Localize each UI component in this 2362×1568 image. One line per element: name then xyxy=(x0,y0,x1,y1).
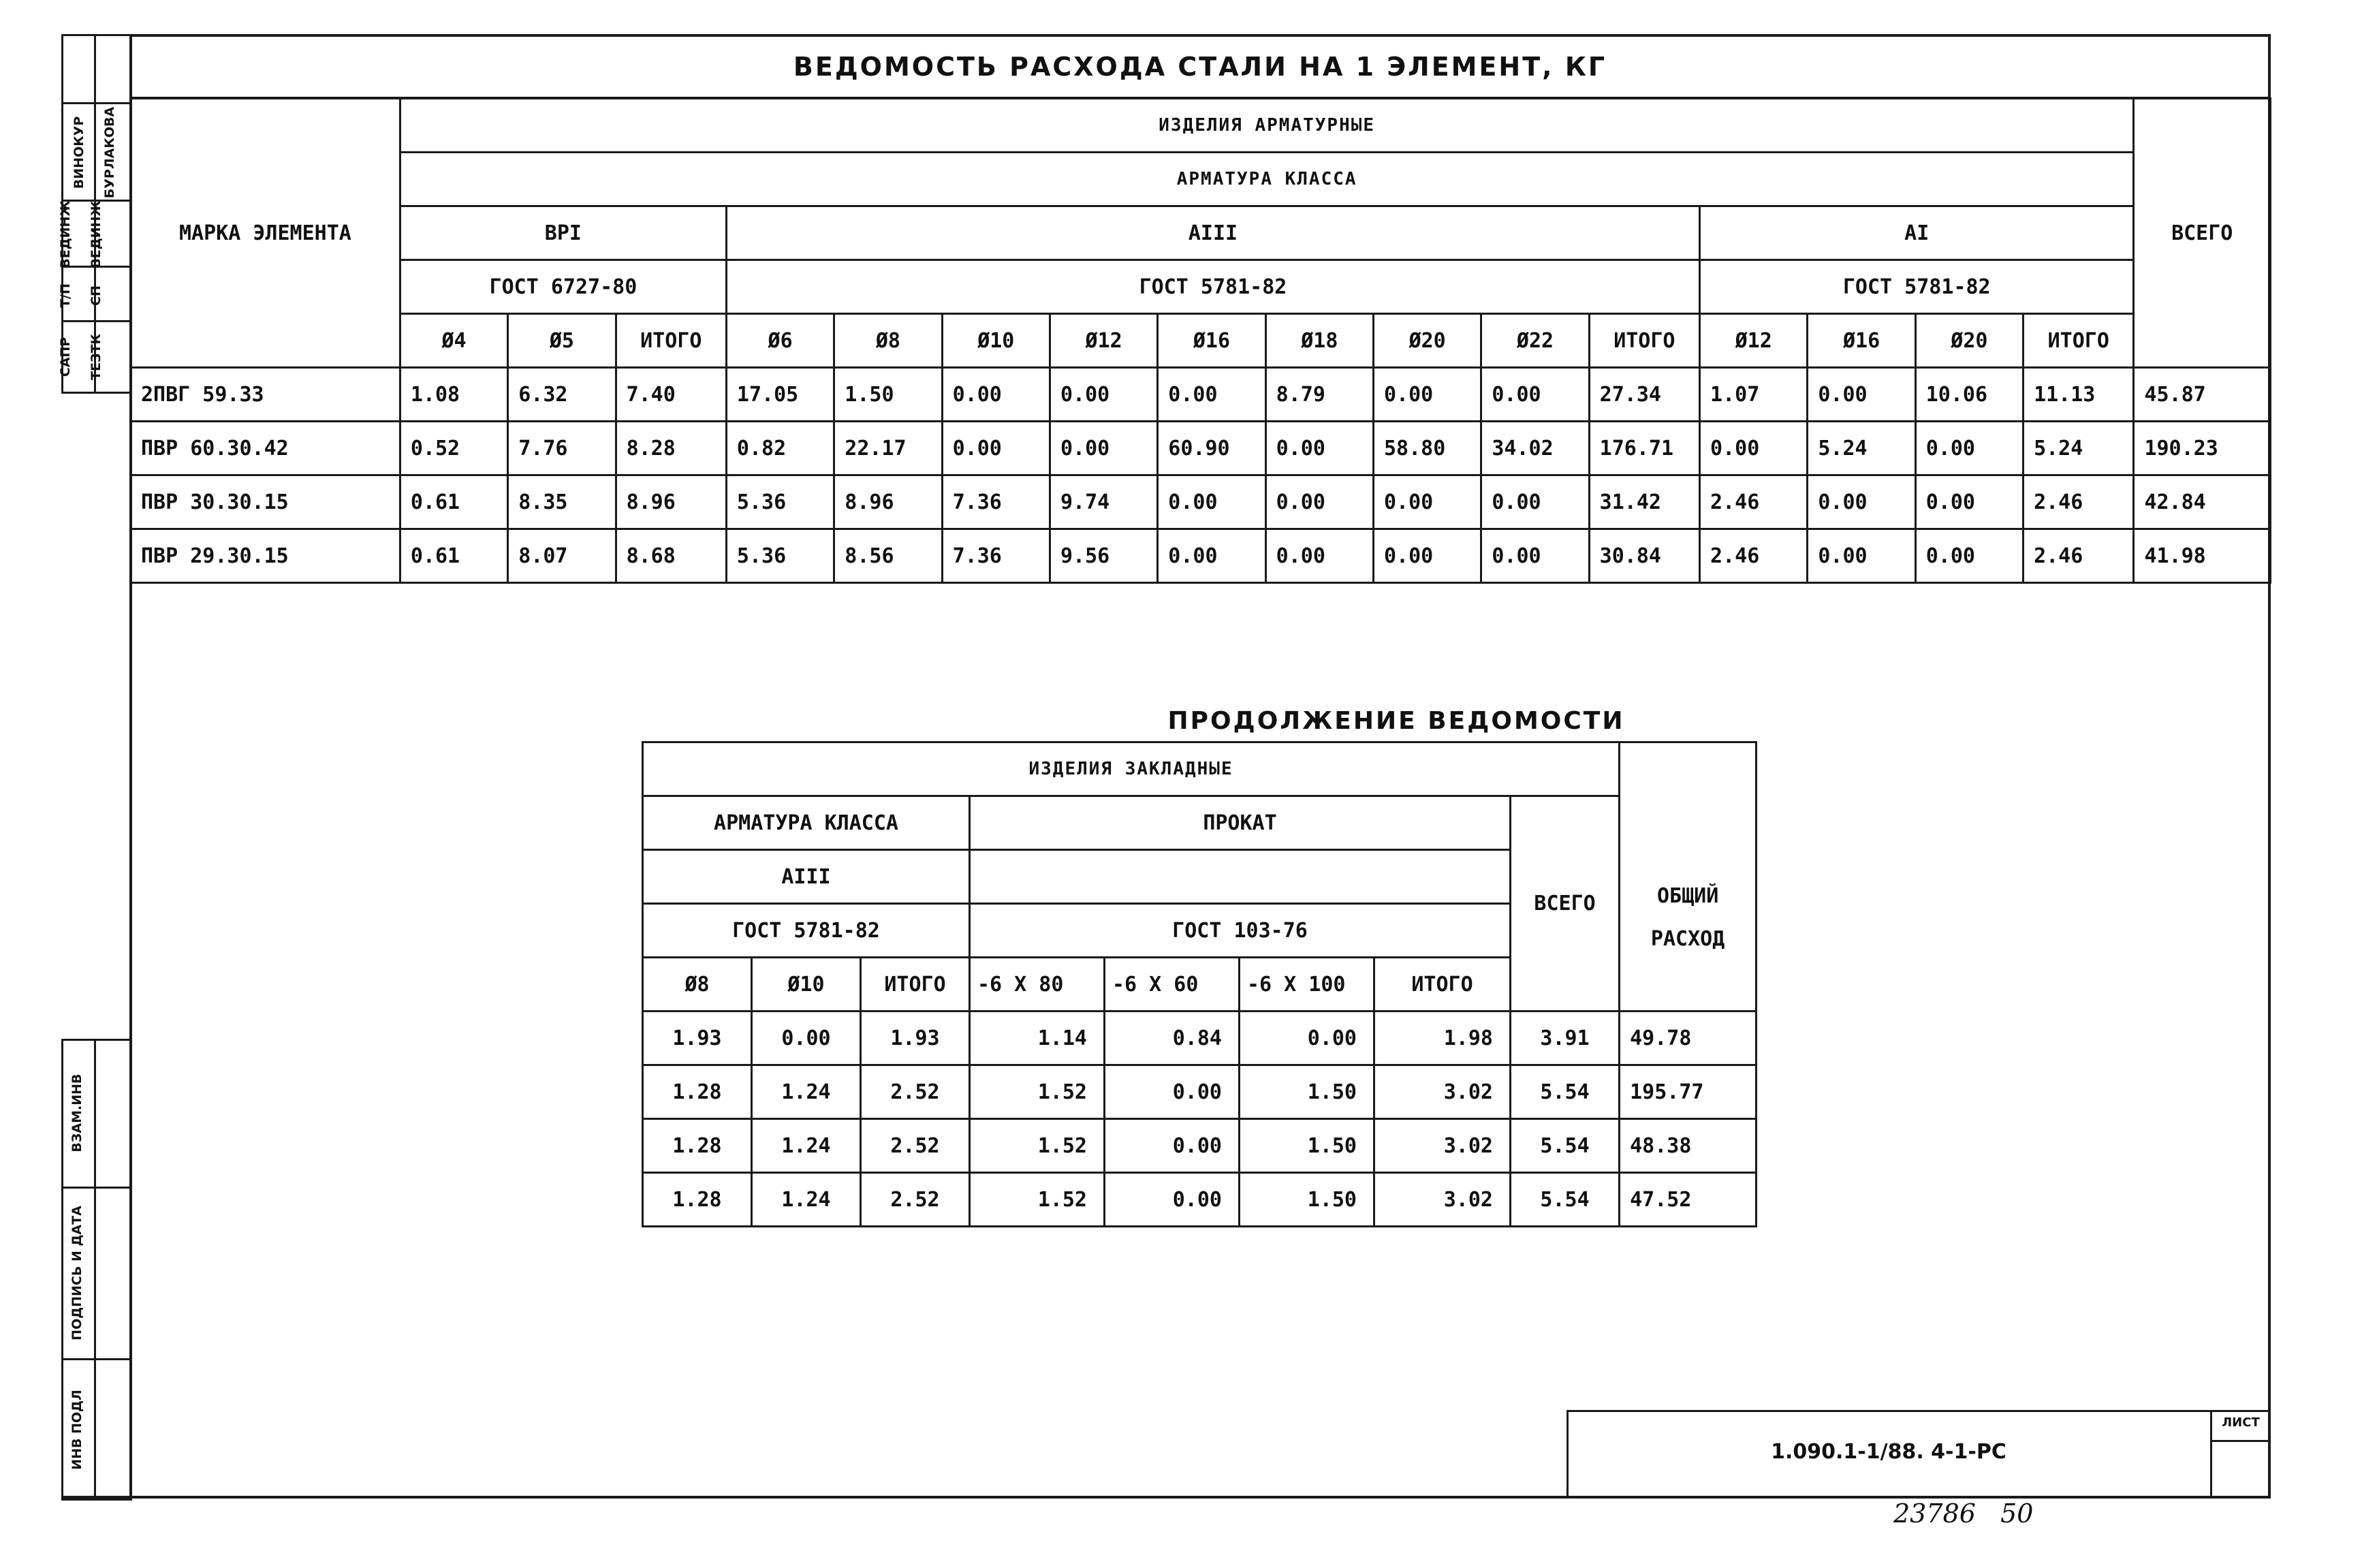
main-title: ВЕДОМОСТЬ РАСХОДА СТАЛИ НА 1 ЭЛЕМЕНТ, КГ xyxy=(793,52,1607,82)
table-cell: 1.08 xyxy=(400,368,507,422)
table-cell: 6.32 xyxy=(508,368,616,422)
col-header: Ø8 xyxy=(834,314,942,368)
table-cell: 10.06 xyxy=(1915,368,2023,422)
table-cell: 5.36 xyxy=(726,529,834,583)
table-cell: 48.38 xyxy=(1620,1119,1757,1173)
table1-body xyxy=(131,368,2271,583)
table-cell: 7.36 xyxy=(942,475,1050,529)
table-cell: 190.23 xyxy=(2134,422,2271,475)
table-cell: 17.05 xyxy=(726,368,834,422)
table-cell: 8.07 xyxy=(508,529,616,583)
header-class-a3: АIII xyxy=(726,206,1699,260)
table-cell: 9.56 xyxy=(1050,529,1157,583)
row-mark: 2ПВГ 59.33 xyxy=(131,368,400,422)
col-header: ИТОГО xyxy=(1374,958,1511,1012)
table-cell: 0.84 xyxy=(1105,1012,1240,1065)
table-cell: 0.00 xyxy=(1373,368,1481,422)
table-cell: 1.24 xyxy=(752,1065,861,1119)
table-cell: 0.00 xyxy=(1700,422,1808,475)
table-cell: 7.40 xyxy=(616,368,726,422)
col-header: Ø12 xyxy=(1050,314,1157,368)
col-header: Ø12 xyxy=(1700,314,1808,368)
table-row xyxy=(131,368,2271,422)
col-header: Ø5 xyxy=(508,314,616,368)
header-rolled-empty xyxy=(970,850,1511,904)
table-cell: 1.50 xyxy=(1240,1119,1374,1173)
table-cell: 0.00 xyxy=(1481,529,1589,583)
side-stamp-row-line xyxy=(61,1358,129,1360)
table-cell: 1.50 xyxy=(1240,1065,1374,1119)
header-gost-a3: ГОСТ 5781-82 xyxy=(726,260,1699,314)
table-cell: 0.00 xyxy=(1265,529,1373,583)
table-cell: 5.54 xyxy=(1511,1119,1620,1173)
stamp-label-sapr: САПР xyxy=(58,336,73,377)
header-class-vr1: ВРI xyxy=(400,206,726,260)
col-header: Ø18 xyxy=(1265,314,1373,368)
table-cell: 1.24 xyxy=(752,1173,861,1227)
header-total-t2: ВСЕГО xyxy=(1511,796,1620,1012)
table-cell: 5.54 xyxy=(1511,1065,1620,1119)
header-rolled-gost: ГОСТ 103-76 xyxy=(970,904,1511,958)
table-cell: 11.13 xyxy=(2024,368,2134,422)
header-general-consumption xyxy=(1620,742,1757,1012)
table-cell: 1.98 xyxy=(1374,1012,1511,1065)
col-header: -6 Х 80 xyxy=(970,958,1105,1012)
table-cell: 195.77 xyxy=(1620,1065,1757,1119)
table-cell: 0.00 xyxy=(1915,475,2023,529)
table-cell: 3.02 xyxy=(1374,1173,1511,1227)
table-cell: 8.79 xyxy=(1265,368,1373,422)
col-header: ИТОГО xyxy=(616,314,726,368)
table-row xyxy=(131,475,2271,529)
side-stamp-row-line xyxy=(61,102,129,104)
table-cell: 49.78 xyxy=(1620,1012,1757,1065)
table-cell: 1.50 xyxy=(1240,1173,1374,1227)
table-cell: 0.00 xyxy=(1105,1119,1240,1173)
table-cell: 0.00 xyxy=(1808,475,1915,529)
document-code: 1.090.1-1/88. 4-1-РС xyxy=(1771,1440,2006,1464)
header-group-armatur: ИЗДЕЛИЯ АРМАТУРНЫЕ xyxy=(400,99,2134,153)
table-cell: 0.00 xyxy=(1915,529,2023,583)
table-cell: 8.68 xyxy=(616,529,726,583)
table-cell: 1.52 xyxy=(970,1119,1105,1173)
header-gost-a1: ГОСТ 5781-82 xyxy=(1700,260,2134,314)
table-cell: 2.52 xyxy=(861,1119,970,1173)
row-mark: ПВР 29.30.15 xyxy=(131,529,400,583)
table-cell: 2.46 xyxy=(1700,529,1808,583)
table-cell: 0.00 xyxy=(1265,422,1373,475)
table-cell: 27.34 xyxy=(1589,368,1699,422)
table-cell: 3.91 xyxy=(1511,1012,1620,1065)
table-row xyxy=(131,529,2271,583)
table-cell: 0.00 xyxy=(1481,475,1589,529)
header-class-t2: АРМАТУРА КЛАССА xyxy=(643,796,970,850)
header-general-line1: ОБЩИЙ xyxy=(1656,884,1719,908)
table-cell: 60.90 xyxy=(1158,422,1265,475)
table-cell: 0.00 xyxy=(1373,529,1481,583)
header-group-embedded: ИЗДЕЛИЯ ЗАКЛАДНЫЕ xyxy=(643,742,1620,796)
table-cell: 41.98 xyxy=(2134,529,2271,583)
col-header: Ø10 xyxy=(942,314,1050,368)
table-cell: 1.28 xyxy=(643,1119,752,1173)
stamp-label-podpis-data: ПОДПИСЬ И ДАТА xyxy=(69,1206,84,1340)
title-block-sheet-divider xyxy=(2210,1410,2212,1496)
table-cell: 7.76 xyxy=(508,422,616,475)
table-row xyxy=(643,1119,1757,1173)
table-cell: 3.02 xyxy=(1374,1065,1511,1119)
col-header: Ø6 xyxy=(726,314,834,368)
stamp-label-vzam-inv: ВЗАМ.ИНВ xyxy=(69,1073,84,1153)
table-cell: 45.87 xyxy=(2134,368,2271,422)
table-cell: 0.82 xyxy=(726,422,834,475)
stamp-label-tp: Т/П xyxy=(58,283,73,308)
table-cell: 0.00 xyxy=(1158,529,1265,583)
header-mark-element: МАРКА ЭЛЕМЕНТА xyxy=(131,99,400,368)
row-mark: ПВР 30.30.15 xyxy=(131,475,400,529)
col-header: Ø22 xyxy=(1481,314,1589,368)
table-row xyxy=(131,422,2271,475)
col-header: ИТОГО xyxy=(2024,314,2134,368)
stamp-label-vedinzh-2: ВЕДИНЖ xyxy=(89,200,104,268)
table-cell: 0.00 xyxy=(1105,1065,1240,1119)
table-cell: 58.80 xyxy=(1373,422,1481,475)
table-cell: 0.00 xyxy=(1050,422,1157,475)
table-cell: 1.93 xyxy=(643,1012,752,1065)
col-header: Ø8 xyxy=(643,958,752,1012)
col-header: ИТОГО xyxy=(861,958,970,1012)
table-cell: 2.46 xyxy=(1700,475,1808,529)
header-class: АРМАТУРА КЛАССА xyxy=(400,153,2134,206)
table-cell: 1.52 xyxy=(970,1065,1105,1119)
table-cell: 0.00 xyxy=(942,422,1050,475)
col-header: Ø16 xyxy=(1808,314,1915,368)
header-rolled: ПРОКАТ xyxy=(970,796,1511,850)
table-cell: 8.28 xyxy=(616,422,726,475)
table-row xyxy=(643,1012,1757,1065)
table-cell: 1.07 xyxy=(1700,368,1808,422)
side-stamp-row-line xyxy=(61,320,129,322)
table-cell: 8.56 xyxy=(834,529,942,583)
table-cell: 1.14 xyxy=(970,1012,1105,1065)
row-mark: ПВР 60.30.42 xyxy=(131,422,400,475)
table-cell: 0.00 xyxy=(1808,368,1915,422)
side-stamp-bottom-divider xyxy=(94,1039,96,1499)
table-cell: 7.36 xyxy=(942,529,1050,583)
table-cell: 0.00 xyxy=(1915,422,2023,475)
col-header: Ø10 xyxy=(752,958,861,1012)
table-cell: 34.02 xyxy=(1481,422,1589,475)
table-cell: 0.61 xyxy=(400,529,507,583)
continuation-title: ПРОДОЛЖЕНИЕ ВЕДОМОСТИ xyxy=(1167,707,1625,735)
header-total: ВСЕГО xyxy=(2134,99,2271,368)
header-class-name-t2: АIII xyxy=(643,850,970,904)
frame-top xyxy=(131,34,2271,37)
header-class-gost-t2: ГОСТ 5781-82 xyxy=(643,904,970,958)
header-class-a1: АI xyxy=(1700,206,2134,260)
table-cell: 0.00 xyxy=(1240,1012,1374,1065)
steel-table-reinforcement xyxy=(129,97,2271,584)
table2-body xyxy=(643,1012,1757,1227)
table-cell: 5.54 xyxy=(1511,1173,1620,1227)
table-cell: 0.00 xyxy=(1050,368,1157,422)
stamp-label-vedinzh-1: ВЕДИНЖ xyxy=(58,200,73,268)
table-cell: 47.52 xyxy=(1620,1173,1757,1227)
table-cell: 5.24 xyxy=(2024,422,2134,475)
table-cell: 0.00 xyxy=(1808,529,1915,583)
steel-table-embedded xyxy=(642,741,1757,1227)
table-cell: 1.50 xyxy=(834,368,942,422)
table-cell: 3.02 xyxy=(1374,1119,1511,1173)
table-cell: 9.74 xyxy=(1050,475,1157,529)
stamp-label-vinokur: ВИНОКУР xyxy=(72,116,86,189)
table-cell: 5.36 xyxy=(726,475,834,529)
table-cell: 0.00 xyxy=(1481,368,1589,422)
table-cell: 1.93 xyxy=(861,1012,970,1065)
table-cell: 2.46 xyxy=(2024,529,2134,583)
table-cell: 31.42 xyxy=(1589,475,1699,529)
stamp-label-teztk: ТЕЗТК xyxy=(89,334,104,380)
table-cell: 8.96 xyxy=(616,475,726,529)
col-header: Ø20 xyxy=(1373,314,1481,368)
header-gost-vr1: ГОСТ 6727-80 xyxy=(400,260,726,314)
table-cell: 0.00 xyxy=(942,368,1050,422)
table-cell: 1.28 xyxy=(643,1065,752,1119)
table-cell: 1.28 xyxy=(643,1173,752,1227)
table-cell: 2.52 xyxy=(861,1173,970,1227)
col-header: Ø4 xyxy=(400,314,507,368)
stamp-label-burlakova: БУРЛАКОВА xyxy=(102,106,117,199)
col-header: ИТОГО xyxy=(1589,314,1699,368)
table-cell: 0.00 xyxy=(752,1012,861,1065)
col-header: Ø20 xyxy=(1915,314,2023,368)
table-cell: 0.00 xyxy=(1373,475,1481,529)
header-general-line2: РАСХОД xyxy=(1650,927,1725,951)
table-row xyxy=(643,1173,1757,1227)
table-cell: 0.00 xyxy=(1158,475,1265,529)
table-cell: 22.17 xyxy=(834,422,942,475)
table-cell: 1.24 xyxy=(752,1119,861,1173)
table-cell: 176.71 xyxy=(1589,422,1699,475)
table-cell: 8.35 xyxy=(508,475,616,529)
table-cell: 0.00 xyxy=(1105,1173,1240,1227)
table-row xyxy=(643,1065,1757,1119)
table-cell: 8.96 xyxy=(834,475,942,529)
table-cell: 2.52 xyxy=(861,1065,970,1119)
table-cell: 0.52 xyxy=(400,422,507,475)
col-header: -6 Х 100 xyxy=(1240,958,1374,1012)
stamp-label-inv-podl: ИНВ ПОДЛ xyxy=(69,1390,84,1470)
table-cell: 1.52 xyxy=(970,1173,1105,1227)
table-cell: 0.00 xyxy=(1265,475,1373,529)
inventory-note: 23786 50 xyxy=(1893,1499,2034,1528)
stamp-label-sp: СП xyxy=(89,285,104,306)
col-header: Ø16 xyxy=(1158,314,1265,368)
sheet-label: ЛИСТ xyxy=(2222,1415,2260,1430)
table-cell: 30.84 xyxy=(1589,529,1699,583)
col-header: -6 Х 60 xyxy=(1105,958,1240,1012)
table-cell: 0.00 xyxy=(1158,368,1265,422)
table-cell: 5.24 xyxy=(1808,422,1915,475)
table-cell: 2.46 xyxy=(2024,475,2134,529)
table-cell: 0.61 xyxy=(400,475,507,529)
title-block-sheet-line xyxy=(2212,1440,2269,1442)
table-cell: 42.84 xyxy=(2134,475,2271,529)
